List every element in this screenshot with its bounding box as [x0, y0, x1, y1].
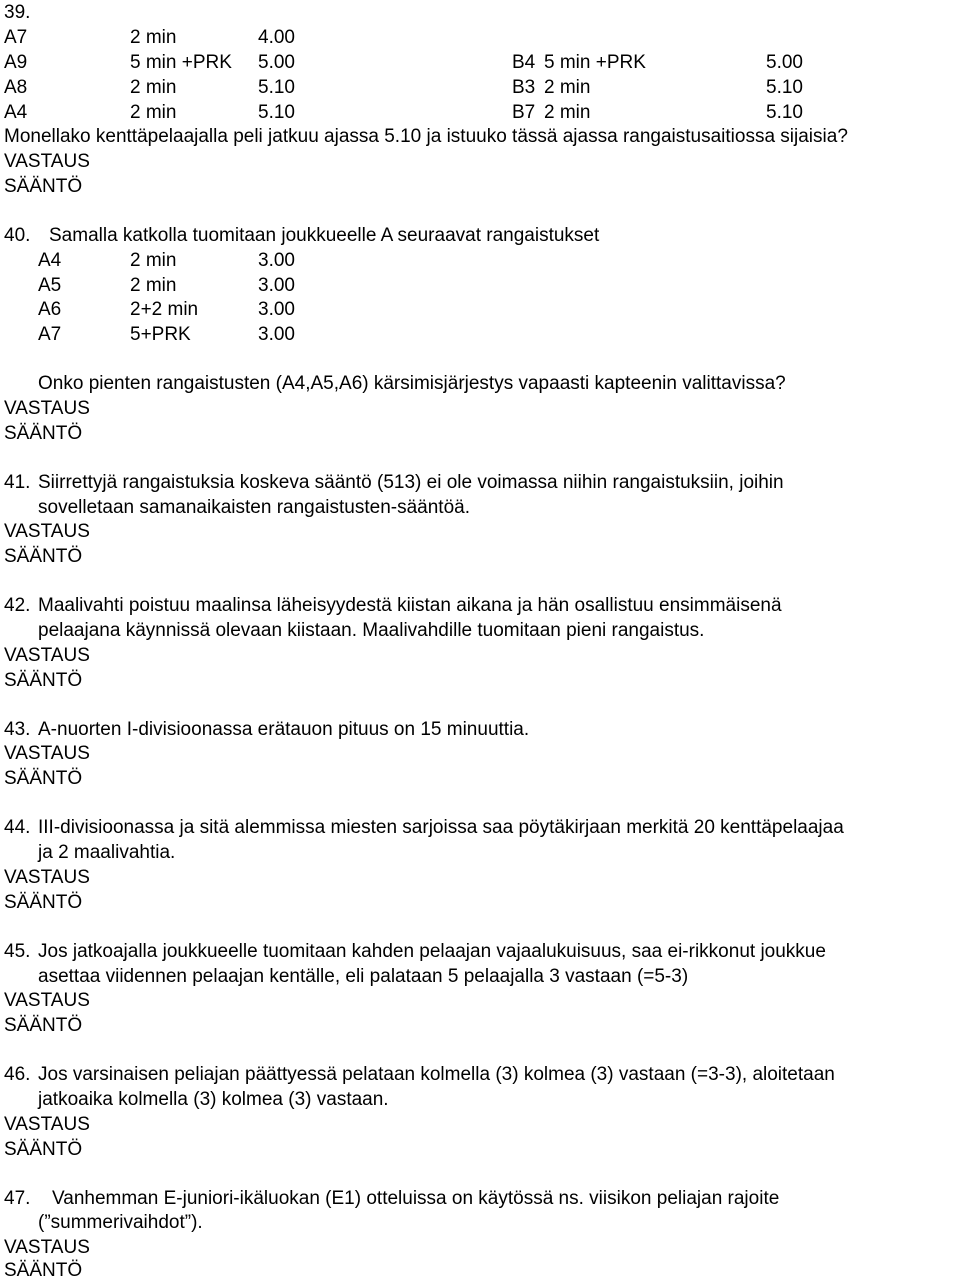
q46-rule-label: SÄÄNTÖ — [4, 1139, 83, 1160]
q39-rule-label: SÄÄNTÖ — [4, 176, 83, 197]
q46-text-line2: jatkoaika kolmella (3) kolmea (3) vastaan. — [38, 1089, 389, 1110]
q40-rule-label: SÄÄNTÖ — [4, 423, 83, 444]
q39-row-a9-b4 — [4, 50, 960, 75]
q47-text-line1: Vanhemman E-juniori-ikäluokan (E1) otteluissa on käytössä ns. viisikon peliajan rajoite — [52, 1188, 780, 1209]
q47-text-line2: (”summerivaihdot”). — [38, 1212, 203, 1233]
q40-answer-label: VASTAUS — [4, 398, 90, 419]
penalty-time: 3.00 — [258, 275, 295, 296]
penalty-length: 2 min — [130, 77, 177, 98]
penalty-time: 4.00 — [258, 27, 295, 48]
q44-text-line2: ja 2 maalivahtia. — [38, 842, 176, 863]
q45-text-line2: asettaa viidennen pelaajan kentälle, eli palataan 5 pelaajalla 3 vastaan (=5-3) — [38, 966, 689, 987]
q41-number: 41. — [4, 472, 31, 493]
q39-question: Monellako kenttäpelaajalla peli jatkuu ajassa 5.10 ja istuuko tässä ajassa rangaistusaitiossa sijaisia? — [4, 126, 848, 147]
penalty-length: 2+2 min — [130, 299, 199, 320]
q40-row — [38, 248, 438, 273]
player-code: B7 — [512, 102, 536, 123]
player-code: B4 — [512, 52, 536, 73]
penalty-length: 2 min — [130, 275, 177, 296]
q44-text-line1: III-divisioonassa ja sitä alemmissa miesten sarjoissa saa pöytäkirjaan merkitä 20 kenttäpelaajaa — [38, 817, 844, 838]
player-code: A5 — [38, 275, 62, 296]
penalty-length: 2 min — [544, 102, 591, 123]
penalty-time: 5.10 — [766, 77, 803, 98]
q41-text-line1: Siirrettyjä rangaistuksia koskeva sääntö (513) ei ole voimassa niihin rangaistuksiin, joihin — [38, 472, 784, 493]
q42-rule-label: SÄÄNTÖ — [4, 670, 83, 691]
q47-number: 47. — [4, 1188, 31, 1209]
penalty-time: 5.10 — [766, 102, 803, 123]
penalty-length: 2 min — [130, 250, 177, 271]
q45-answer-label: VASTAUS — [4, 990, 90, 1011]
q45-number: 45. — [4, 941, 31, 962]
q40-row — [38, 322, 438, 347]
q40-intro: Samalla katkolla tuomitaan joukkueelle A seuraavat rangaistukset — [49, 225, 600, 246]
q43-answer-label: VASTAUS — [4, 743, 90, 764]
q43-rule-label: SÄÄNTÖ — [4, 768, 83, 789]
q39-row-a4-b7 — [4, 100, 960, 125]
q42-number: 42. — [4, 595, 31, 616]
q39-row-a8-b3 — [4, 75, 960, 100]
q46-answer-label: VASTAUS — [4, 1114, 90, 1135]
q42-text-line1: Maalivahti poistuu maalinsa läheisyydestä kiistan aikana ja hän osallistuu ensimmäisenä — [38, 595, 782, 616]
penalty-length: 5 min +PRK — [544, 52, 646, 73]
player-code: A4 — [4, 102, 28, 123]
q46-text-line1: Jos varsinaisen peliajan päättyessä pelataan kolmella (3) kolmea (3) vastaan (=3-3), aloitetaan — [38, 1064, 835, 1085]
player-code: A9 — [4, 52, 28, 73]
q45-rule-label: SÄÄNTÖ — [4, 1015, 83, 1036]
penalty-time: 3.00 — [258, 324, 295, 345]
q43-text-line1: A-nuorten I-divisioonassa erätauon pituus on 15 minuuttia. — [38, 719, 530, 740]
penalty-length: 2 min — [130, 27, 177, 48]
player-code: A6 — [38, 299, 62, 320]
player-code: A7 — [4, 27, 28, 48]
penalty-time: 3.00 — [258, 250, 295, 271]
player-code: A8 — [4, 77, 28, 98]
q46-number: 46. — [4, 1064, 31, 1085]
penalty-time: 5.00 — [258, 52, 295, 73]
q44-rule-label: SÄÄNTÖ — [4, 892, 83, 913]
q39-row-a7 — [4, 25, 960, 50]
penalty-length: 2 min — [130, 102, 177, 123]
q42-answer-label: VASTAUS — [4, 645, 90, 666]
q40-row — [38, 273, 438, 298]
q47-answer-label: VASTAUS — [4, 1237, 90, 1258]
penalty-time: 5.10 — [258, 77, 295, 98]
q39-number: 39. — [4, 2, 31, 23]
player-code: A7 — [38, 324, 62, 345]
q44-number: 44. — [4, 817, 31, 838]
q40-row — [38, 297, 438, 322]
q42-text-line2: pelaajana käynnissä olevaan kiistaan. Maalivahdille tuomitaan pieni rangaistus. — [38, 620, 705, 641]
penalty-time: 5.00 — [766, 52, 803, 73]
q40-question: Onko pienten rangaistusten (A4,A5,A6) kärsimisjärjestys vapaasti kapteenin valittavissa? — [38, 373, 786, 394]
q40-number: 40. — [4, 225, 31, 246]
q43-number: 43. — [4, 719, 31, 740]
penalty-time: 5.10 — [258, 102, 295, 123]
q39-answer-label: VASTAUS — [4, 151, 90, 172]
player-code: A4 — [38, 250, 62, 271]
q47-rule-label: SÄÄNTÖ — [4, 1260, 83, 1281]
player-code: B3 — [512, 77, 536, 98]
penalty-length: 5+PRK — [130, 324, 191, 345]
q45-text-line1: Jos jatkoajalla joukkueelle tuomitaan kahden pelaajan vajaalukuisuus, saa ei-rikkonut joukkue — [38, 941, 826, 962]
penalty-length: 5 min +PRK — [130, 52, 232, 73]
penalty-length: 2 min — [544, 77, 591, 98]
penalty-time: 3.00 — [258, 299, 295, 320]
q44-answer-label: VASTAUS — [4, 867, 90, 888]
q41-answer-label: VASTAUS — [4, 521, 90, 542]
q41-text-line2: sovelletaan samanaikaisten rangaistusten-sääntöä. — [38, 497, 470, 518]
q41-rule-label: SÄÄNTÖ — [4, 546, 83, 567]
